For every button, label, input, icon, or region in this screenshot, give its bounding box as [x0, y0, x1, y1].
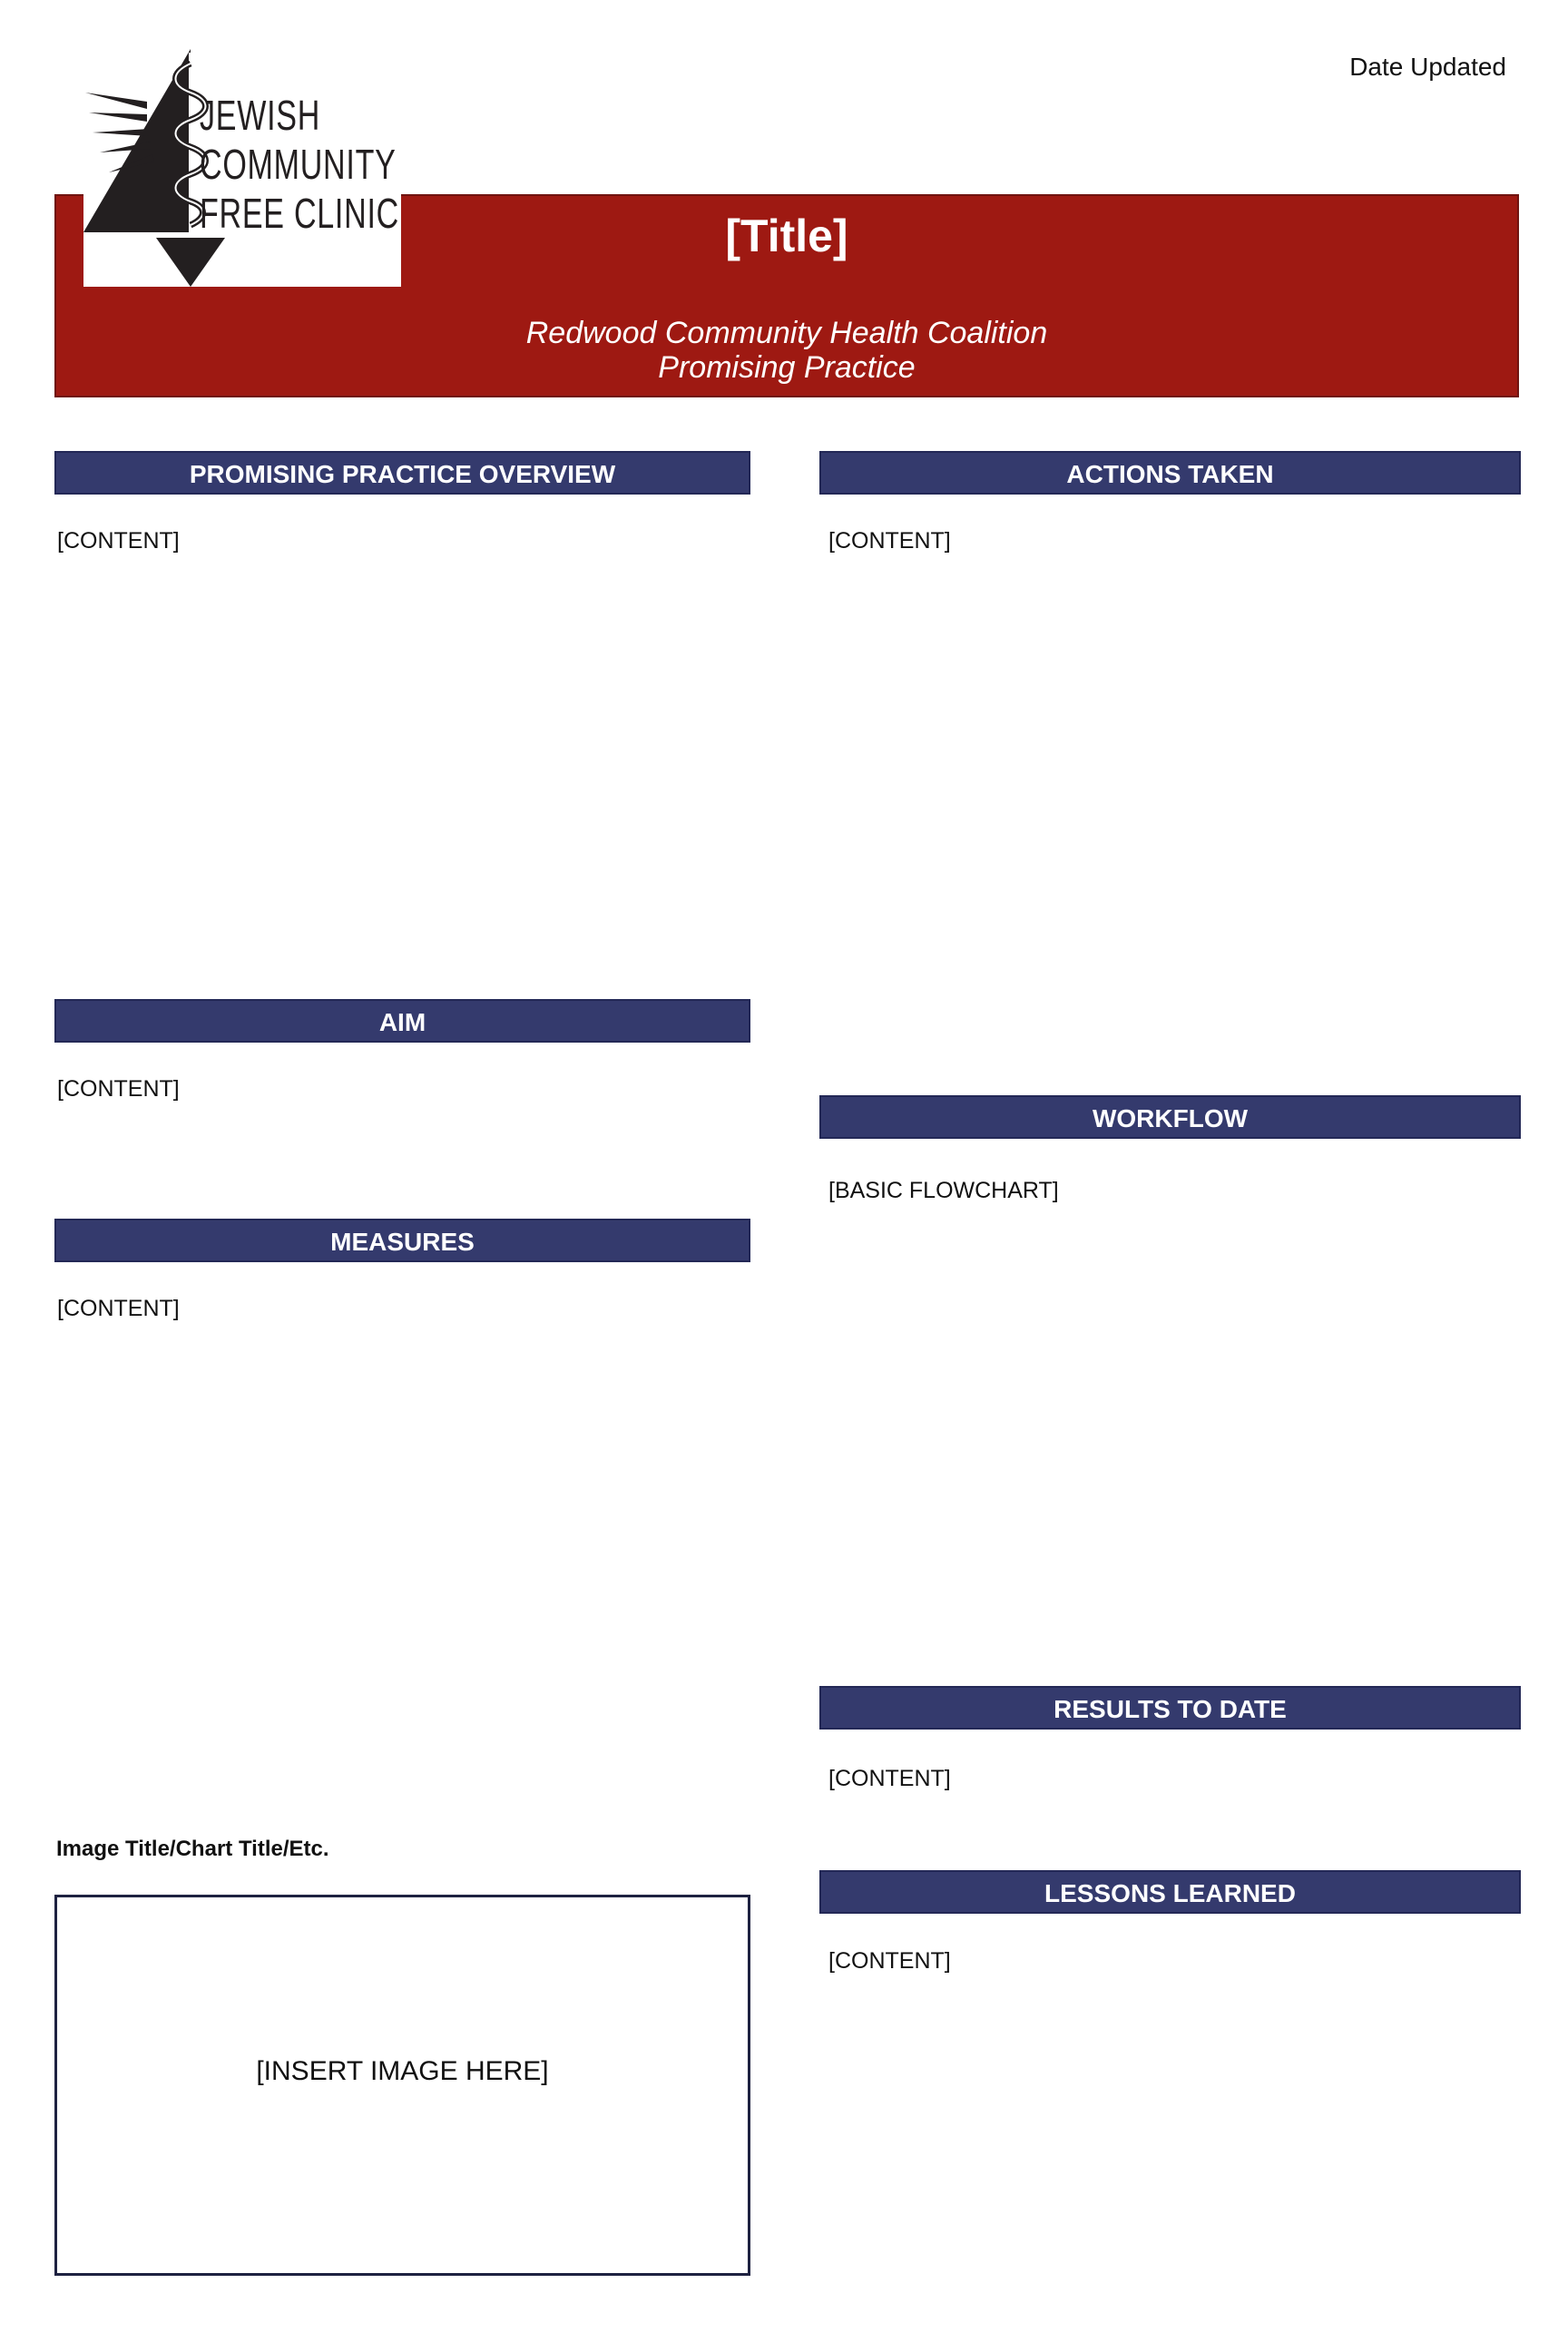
clinic-logo	[83, 45, 401, 287]
section-header-workflow: WORKFLOW	[819, 1095, 1521, 1139]
section-header-actions: ACTIONS TAKEN	[819, 451, 1521, 495]
actions-content: [CONTENT]	[828, 528, 951, 554]
section-header-overview: PROMISING PRACTICE OVERVIEW	[54, 451, 750, 495]
section-header-results: RESULTS TO DATE	[819, 1686, 1521, 1730]
workflow-content: [BASIC FLOWCHART]	[828, 1178, 1059, 1203]
aim-content: [CONTENT]	[57, 1076, 180, 1102]
section-header-aim: AIM	[54, 999, 750, 1043]
banner-subtitle-line2: Promising Practice	[658, 350, 916, 385]
logo-line-2: COMMUNITY	[200, 141, 397, 188]
logo-wordmark	[200, 91, 399, 238]
image-title: Image Title/Chart Title/Etc.	[56, 1837, 329, 1861]
section-header-measures: MEASURES	[54, 1219, 750, 1262]
banner-subtitle	[56, 316, 1517, 385]
overview-content: [CONTENT]	[57, 528, 180, 554]
logo-line-3: FREE CLINIC	[200, 190, 399, 237]
date-updated: Date Updated	[1349, 53, 1506, 81]
page-title: [Title]	[725, 211, 848, 261]
image-placeholder-text: [INSERT IMAGE HERE]	[256, 2056, 549, 2086]
banner-subtitle-line1: Redwood Community Health Coalition	[525, 316, 1048, 350]
image-placeholder-box	[54, 1895, 750, 2276]
measures-content: [CONTENT]	[57, 1296, 180, 1321]
results-content: [CONTENT]	[828, 1766, 951, 1791]
section-header-lessons: LESSONS LEARNED	[819, 1870, 1521, 1914]
lessons-content: [CONTENT]	[828, 1948, 951, 1974]
logo-line-1: JEWISH	[200, 92, 321, 139]
